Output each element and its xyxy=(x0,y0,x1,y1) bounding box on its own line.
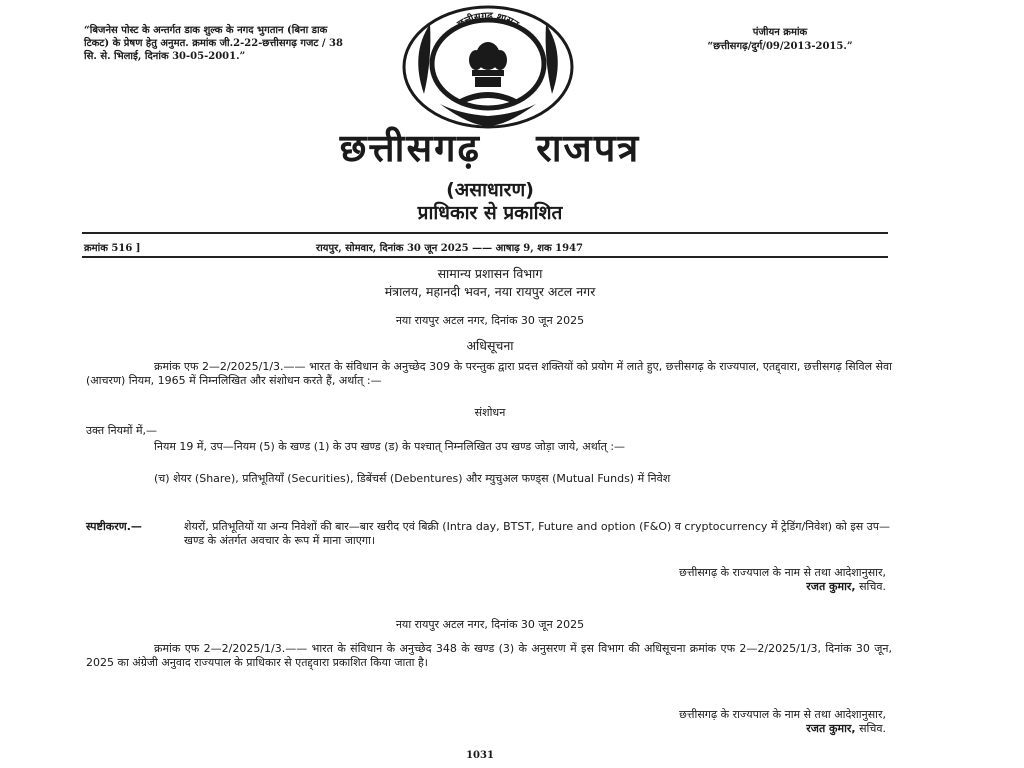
government-seal-emblem xyxy=(400,4,576,130)
rules-intro: उक्त नियमों में,— xyxy=(86,424,158,437)
notification-2-place-date: नया रायपुर अटल नगर, दिनांक 30 जून 2025 xyxy=(395,618,585,631)
seal-text: छत्तीसगढ़ शासन xyxy=(455,10,521,31)
gazette-edition: (असाधारण) xyxy=(446,179,534,201)
notification-1-preamble: क्रमांक एफ 2—2/2025/1/3.—— भारत के संविधान के अनुच्छेद 309 के परन्तुक द्वारा प्रदत्त शक्तियों को प्रयोग में लाते हुए, छत्तीसगढ़ के राज्यपाल, एतद्द्वारा, छत्तीसगढ़ सिविल सेवा (आचरण) नियम, 1965 में निम्नलिखित और संशोधन करते हैं, अर्थात् :— xyxy=(86,360,892,387)
amendment-heading: संशोधन xyxy=(474,406,506,419)
signatory-title: सचिव. xyxy=(859,580,886,593)
registration-number: “छत्तीसगढ़/दुर्ग/09/2013-2015.” xyxy=(707,41,853,52)
notification-1-place-date: नया रायपुर अटल नगर, दिनांक 30 जून 2025 xyxy=(395,314,585,327)
department-name: सामान्य प्रशासन विभाग xyxy=(437,266,543,281)
explanation-text: शेयरों, प्रतिभूतियों या अन्य निवेशों की बार—बार खरीद एवं बिक्री (Intra day, BTST, Future and option (F&O) व cryptocurrency में ट्रेडिंग/निवेश) को इस उप—खण्ड के अंतर्गत अवचार के रूप में माना जाएगा। xyxy=(184,520,890,547)
header-top-rule xyxy=(82,232,888,234)
gazette-authority: प्राधिकार से प्रकाशित xyxy=(417,202,563,224)
notification-2-order-line: छत्तीसगढ़ के राज्यपाल के नाम से तथा आदेशानुसार, xyxy=(679,708,886,721)
subclause-cha: (च) शेयर (Share), प्रतिभूतियाँ (Securities), डिबेंचर्स (Debentures) और म्युचुअल फण्ड्स (Mutual Funds) में निवेश xyxy=(154,472,671,485)
postal-permit-note: “बिजनेस पोस्ट के अन्तर्गत डाक शुल्क के नगद भुगतान (बिना डाक टिकट) के प्रेषण हेतु अनुमत. क्रमांक जी.2-22-छत्तीसगढ़ गजट / 38 सि. से. भिलाई, दिनांक 30-05-2001.” xyxy=(84,25,343,62)
explanation-label: स्पष्टीकरण.— xyxy=(86,520,142,533)
gazette-title: छत्तीसगढ़ राजपत्र xyxy=(339,126,641,170)
page-number: 1031 xyxy=(466,750,494,761)
registration-block xyxy=(650,26,910,54)
department-address: मंत्रालय, महानदी भवन, नया रायपुर अटल नगर xyxy=(384,284,596,299)
header-bottom-rule xyxy=(82,256,888,258)
signatory-title: सचिव. xyxy=(859,722,886,735)
notification-1-order-line: छत्तीसगढ़ के राज्यपाल के नाम से तथा आदेशानुसार, xyxy=(679,566,886,579)
issue-date: रायपुर, सोमवार, दिनांक 30 जून 2025 —— आषाढ़ 9, शक 1947 xyxy=(316,243,584,254)
registration-label: पंजीयन क्रमांक xyxy=(752,27,808,38)
notification-2-signatory xyxy=(600,722,886,736)
issue-number: क्रमांक 516 ] xyxy=(84,243,141,254)
notification-heading: अधिसूचना xyxy=(466,338,514,353)
rule-19-text: नियम 19 में, उप—नियम (5) के खण्ड (1) के उप खण्ड (ड) के पश्चात् निम्नलिखित उप खण्ड जोड़ा जाये, अर्थात् :— xyxy=(154,440,626,453)
notification-2-body: क्रमांक एफ 2—2/2025/1/3.—— भारत के संविधान के अनुच्छेद 348 के खण्ड (3) के अनुसरण में इस विभाग की अधिसूचना क्रमांक एफ 2—2/2025/1/3, दिनांक 30 जून, 2025 का अंग्रेजी अनुवाद राज्यपाल के प्राधिकार से एतद्द्वारा प्रकाशित किया जाता है। xyxy=(86,642,892,669)
notification-1-signatory xyxy=(600,580,886,594)
signatory-name: रजत कुमार, xyxy=(806,722,856,735)
signatory-name: रजत कुमार, xyxy=(806,580,856,593)
